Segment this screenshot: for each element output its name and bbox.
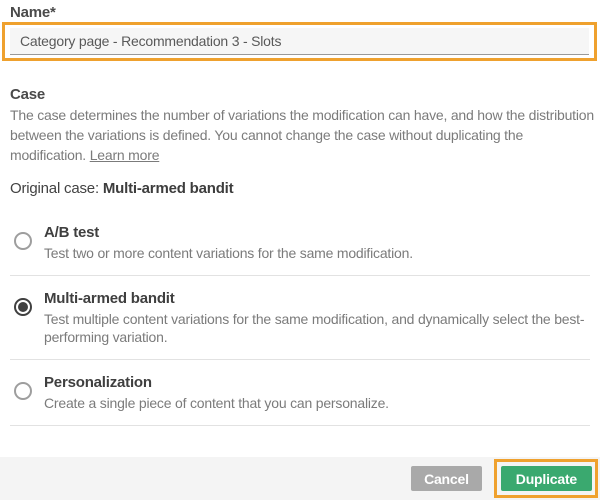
case-description	[10, 105, 598, 165]
option-text	[44, 290, 590, 346]
option-personalization-description: Create a single piece of content that you can personalize.	[44, 395, 389, 411]
option-ab-test-description: Test two or more content variations for the same modification.	[44, 245, 413, 261]
radio-ab-test[interactable]	[14, 232, 32, 250]
name-field-label: Name*	[10, 4, 56, 21]
option-ab-test-label: A/B test	[44, 224, 100, 241]
option-ab-test[interactable]	[10, 210, 590, 276]
original-case-value: Multi-armed bandit	[102, 180, 234, 197]
radio-multi-armed-bandit[interactable]	[14, 298, 32, 316]
name-input[interactable]	[10, 28, 589, 55]
original-case-line	[10, 180, 233, 197]
case-options-list	[10, 210, 590, 426]
option-personalization-label: Personalization	[44, 374, 152, 391]
option-text	[44, 374, 590, 412]
duplicate-button[interactable]: Duplicate	[501, 466, 592, 491]
radio-personalization[interactable]	[14, 382, 32, 400]
highlight-box-duplicate-button	[494, 459, 598, 498]
option-personalization[interactable]	[10, 360, 590, 426]
learn-more-link[interactable]: Learn more	[89, 147, 160, 163]
dialog-footer	[0, 457, 600, 500]
option-multi-armed-bandit-description: Test multiple content variations for the same modification, and dynamically select the best-performing variation.	[44, 311, 585, 345]
option-multi-armed-bandit-label: Multi-armed bandit	[44, 290, 175, 307]
case-section-heading: Case	[10, 86, 46, 103]
cancel-button[interactable]: Cancel	[411, 466, 482, 491]
original-case-label: Original case:	[10, 180, 103, 197]
option-multi-armed-bandit[interactable]	[10, 276, 590, 360]
case-description-text: The case determines the number of variations the modification can have, and how the distribution between the variations is defined. You cannot change the case without duplicating the modification.	[10, 107, 594, 163]
option-text	[44, 224, 590, 262]
